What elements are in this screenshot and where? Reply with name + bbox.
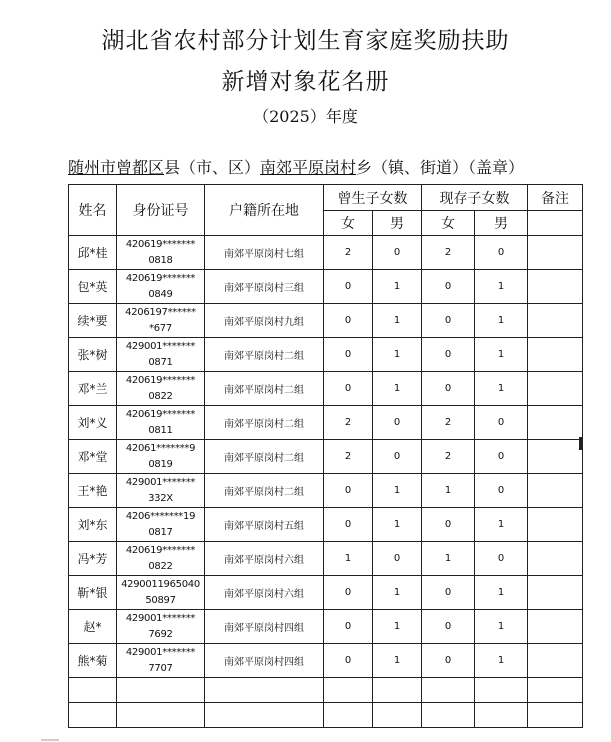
cell-id-part1: 420619*******: [125, 408, 196, 420]
header-name: 姓名: [69, 185, 117, 236]
cell-address: 南郊平原岗村二组: [205, 474, 324, 508]
cell-born-male: 0: [373, 542, 422, 576]
cell-name: 靳*银: [69, 576, 117, 610]
cell-born-female: 0: [324, 474, 373, 508]
empty-cell: [69, 703, 117, 728]
table-row: [69, 372, 583, 406]
header-born-male: 男: [373, 211, 422, 236]
cell-born-female: 0: [324, 644, 373, 678]
empty-cell: [475, 678, 528, 703]
header-living-male: 男: [475, 211, 528, 236]
cell-living-female: 0: [422, 576, 475, 610]
cell-name: 邱*桂: [69, 236, 117, 270]
table-row: [69, 338, 583, 372]
county-suffix: 县（市、区）: [164, 158, 261, 177]
table-row: [69, 576, 583, 610]
cell-remark: [528, 610, 583, 644]
bottom-mark: [41, 739, 59, 741]
cell-living-female: 0: [422, 508, 475, 542]
cell-id: [117, 406, 205, 440]
cell-id-part1: 420619*******: [125, 238, 196, 250]
cell-living-male: 1: [475, 644, 528, 678]
cell-born-female: 1: [324, 542, 373, 576]
document-title: 湖北省农村部分计划生育家庭奖励扶助: [101, 28, 510, 54]
cell-remark: [528, 372, 583, 406]
cell-living-male: 1: [475, 270, 528, 304]
cell-address: 南郊平原岗村四组: [205, 644, 324, 678]
cell-born-female: 2: [324, 236, 373, 270]
roster-table: [68, 184, 583, 728]
cell-living-female: 0: [422, 304, 475, 338]
cell-name: 冯*芳: [69, 542, 117, 576]
cell-id-part1: 42061*******9: [125, 442, 196, 454]
cell-id-part1: 420619*******: [125, 544, 196, 556]
cell-remark: [528, 304, 583, 338]
cell-name: 包*英: [69, 270, 117, 304]
table-row: [69, 440, 583, 474]
township-name: 南郊平原岗村: [260, 158, 357, 177]
cell-name: 邓*兰: [69, 372, 117, 406]
empty-cell: [205, 678, 324, 703]
document-subtitle: 新增对象花名册: [221, 69, 390, 95]
cell-remark: [528, 406, 583, 440]
header-remark-sub: [528, 211, 583, 236]
cell-living-female: 1: [422, 542, 475, 576]
cell-name: 刘*东: [69, 508, 117, 542]
cell-id-part2: 0819: [148, 458, 173, 470]
cell-born-female: 2: [324, 440, 373, 474]
empty-cell: [205, 703, 324, 728]
header-born-female: 女: [324, 211, 373, 236]
empty-cell: [422, 678, 475, 703]
cell-id: [117, 576, 205, 610]
table-row: [69, 270, 583, 304]
cell-born-male: 0: [373, 236, 422, 270]
empty-cell: [117, 678, 205, 703]
cell-living-male: 1: [475, 304, 528, 338]
empty-cell: [528, 678, 583, 703]
cell-id-part2: 332X: [148, 492, 173, 504]
cell-remark: [528, 474, 583, 508]
cell-name: 张*树: [69, 338, 117, 372]
cell-id-part1: 420619*******: [125, 272, 196, 284]
cell-born-female: 0: [324, 338, 373, 372]
cell-living-male: 0: [475, 474, 528, 508]
cell-remark: [528, 508, 583, 542]
empty-cell: [422, 703, 475, 728]
cell-address: 南郊平原岗村四组: [205, 610, 324, 644]
cell-born-male: 0: [373, 406, 422, 440]
empty-cell: [373, 703, 422, 728]
table-row: [69, 406, 583, 440]
empty-row: [69, 703, 583, 728]
empty-cell: [475, 703, 528, 728]
cell-born-male: 0: [373, 440, 422, 474]
cell-id-part1: 429001*******: [125, 646, 196, 658]
cell-living-female: 0: [422, 610, 475, 644]
cell-born-male: 1: [373, 576, 422, 610]
header-id: 身份证号: [117, 185, 205, 236]
cell-address: 南郊平原岗村六组: [205, 576, 324, 610]
empty-cell: [528, 703, 583, 728]
cell-living-male: 1: [475, 372, 528, 406]
cell-living-male: 1: [475, 508, 528, 542]
header-living-children: 现存子女数: [422, 185, 528, 211]
cell-id: [117, 440, 205, 474]
cell-born-male: 1: [373, 474, 422, 508]
table-row: [69, 474, 583, 508]
year-line: （2025）年度: [253, 107, 358, 126]
table-row: [69, 236, 583, 270]
cell-id-part2: *677: [149, 322, 172, 334]
cell-living-female: 2: [422, 406, 475, 440]
empty-cell: [324, 678, 373, 703]
cell-address: 南郊平原岗村二组: [205, 440, 324, 474]
cell-born-male: 1: [373, 644, 422, 678]
edge-mark: [579, 437, 582, 450]
cell-remark: [528, 236, 583, 270]
cell-address: 南郊平原岗村二组: [205, 372, 324, 406]
cell-id: [117, 270, 205, 304]
cell-id-part1: 4206*******19: [125, 510, 196, 522]
cell-id-part2: 0822: [148, 390, 173, 402]
cell-living-male: 0: [475, 440, 528, 474]
cell-id: [117, 474, 205, 508]
cell-born-male: 1: [373, 372, 422, 406]
cell-name: 续*要: [69, 304, 117, 338]
cell-address: 南郊平原岗村二组: [205, 406, 324, 440]
empty-cell: [373, 678, 422, 703]
cell-born-female: 0: [324, 576, 373, 610]
cell-remark: [528, 542, 583, 576]
cell-born-female: 2: [324, 406, 373, 440]
cell-id-part2: 0818: [148, 254, 173, 266]
cell-id-part1: 4206197******: [125, 306, 196, 318]
cell-name: 熊*菊: [69, 644, 117, 678]
cell-living-female: 0: [422, 372, 475, 406]
cell-id-part2: 0871: [148, 356, 173, 368]
cell-name: 邓*堂: [69, 440, 117, 474]
cell-born-female: 0: [324, 610, 373, 644]
cell-born-male: 1: [373, 610, 422, 644]
header-address: 户籍所在地: [205, 185, 324, 236]
table-row: [69, 610, 583, 644]
cell-address: 南郊平原岗村五组: [205, 508, 324, 542]
cell-living-male: 1: [475, 338, 528, 372]
table-row: [69, 304, 583, 338]
cell-born-male: 1: [373, 270, 422, 304]
cell-id-part1: 429001*******: [125, 612, 196, 624]
cell-born-male: 1: [373, 338, 422, 372]
table-row: [69, 542, 583, 576]
cell-address: 南郊平原岗村二组: [205, 338, 324, 372]
cell-living-female: 0: [422, 270, 475, 304]
empty-cell: [69, 678, 117, 703]
cell-born-female: 0: [324, 508, 373, 542]
cell-id: [117, 542, 205, 576]
cell-remark: [528, 270, 583, 304]
header-born-children: 曾生子女数: [324, 185, 422, 211]
table-row: [69, 644, 583, 678]
cell-living-male: 0: [475, 406, 528, 440]
cell-living-male: 0: [475, 542, 528, 576]
cell-living-female: 2: [422, 440, 475, 474]
empty-cell: [117, 703, 205, 728]
jurisdiction-line: [68, 155, 524, 178]
cell-address: 南郊平原岗村七组: [205, 236, 324, 270]
cell-id: [117, 508, 205, 542]
cell-id: [117, 644, 205, 678]
cell-living-female: 2: [422, 236, 475, 270]
township-suffix: 乡（镇、街道）（盖章）: [356, 158, 525, 177]
cell-address: 南郊平原岗村六组: [205, 542, 324, 576]
cell-id: [117, 304, 205, 338]
cell-born-female: 0: [324, 270, 373, 304]
cell-id: [117, 610, 205, 644]
cell-id: [117, 236, 205, 270]
cell-id-part1: 429001*******: [125, 340, 196, 352]
cell-id: [117, 372, 205, 406]
cell-living-female: 0: [422, 338, 475, 372]
cell-address: 南郊平原岗村九组: [205, 304, 324, 338]
cell-born-male: 1: [373, 508, 422, 542]
cell-id-part2: 7707: [148, 662, 173, 674]
cell-living-male: 1: [475, 576, 528, 610]
cell-living-female: 1: [422, 474, 475, 508]
cell-address: 南郊平原岗村三组: [205, 270, 324, 304]
cell-name: 赵*: [69, 610, 117, 644]
cell-remark: [528, 440, 583, 474]
cell-born-female: 0: [324, 372, 373, 406]
cell-remark: [528, 576, 583, 610]
header-living-female: 女: [422, 211, 475, 236]
empty-cell: [324, 703, 373, 728]
cell-id-part1: 4290011965040: [121, 578, 200, 590]
cell-born-female: 0: [324, 304, 373, 338]
cell-name: 刘*义: [69, 406, 117, 440]
cell-living-male: 0: [475, 236, 528, 270]
cell-living-male: 1: [475, 610, 528, 644]
cell-remark: [528, 338, 583, 372]
empty-row: [69, 678, 583, 703]
cell-living-female: 0: [422, 644, 475, 678]
cell-id-part1: 429001*******: [125, 476, 196, 488]
cell-remark: [528, 644, 583, 678]
cell-id-part2: 0817: [148, 526, 173, 538]
city-name: 随州市曾都区: [68, 158, 165, 177]
cell-name: 王*艳: [69, 474, 117, 508]
header-row-1: [69, 185, 583, 211]
roster-body: [69, 236, 583, 728]
cell-id-part2: 0822: [148, 560, 173, 572]
cell-born-male: 1: [373, 304, 422, 338]
table-row: [69, 508, 583, 542]
header-remark: 备注: [528, 185, 583, 211]
cell-id-part2: 7692: [148, 628, 173, 640]
cell-id-part1: 420619*******: [125, 374, 196, 386]
cell-id-part2: 50897: [145, 594, 176, 606]
cell-id-part2: 0849: [148, 288, 173, 300]
cell-id-part2: 0811: [148, 424, 173, 436]
cell-id: [117, 338, 205, 372]
